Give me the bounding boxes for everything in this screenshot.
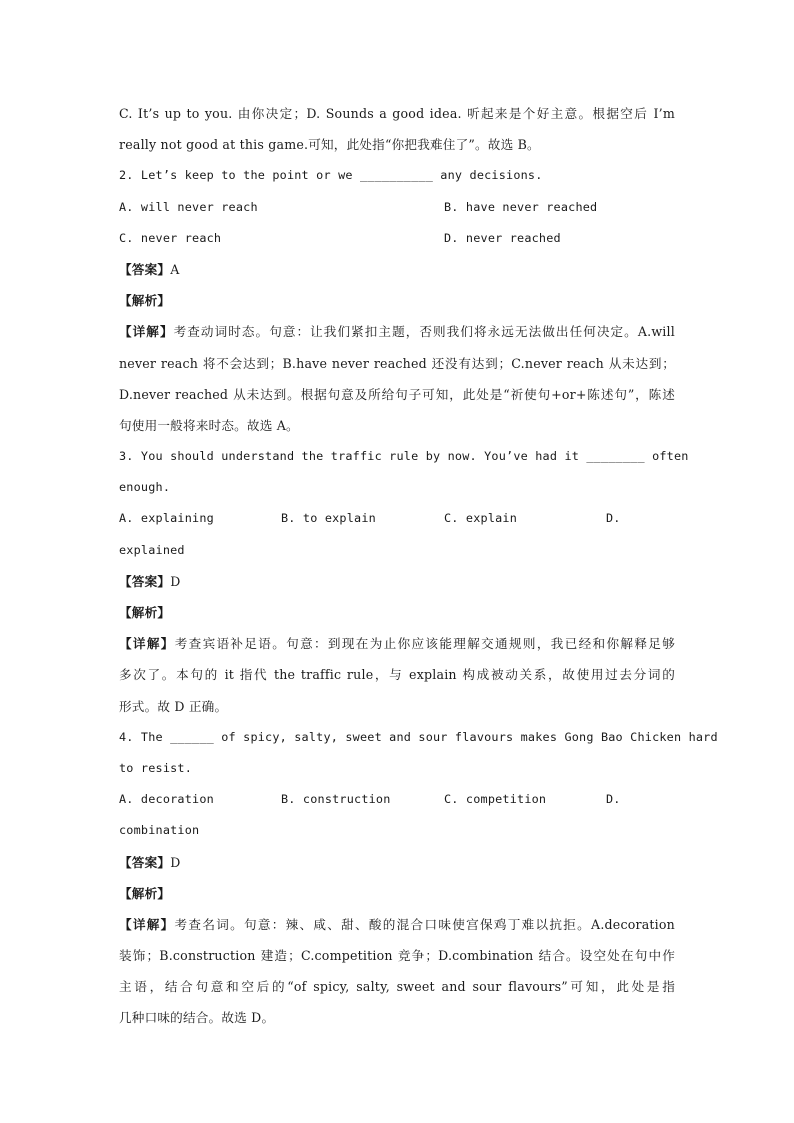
analysis-tag: 【解析】 xyxy=(119,885,171,901)
explanation-line xyxy=(119,316,675,347)
explanation-text: 考查动词时态。句意：让我们紧扣主题，否则我们将永远无法做出任何决定。A.will xyxy=(173,324,675,340)
text-line: explained xyxy=(119,542,185,557)
explanation-text: 考查名词。句意：辣、咸、甜、酸的混合口味使宫保鸡丁难以抗拒。A.decoration xyxy=(174,916,675,932)
option-b: B. construction xyxy=(281,792,391,807)
text-line: D.never reached 从未达到。根据句意及所给句子可知，此处是“祈使句+or+陈述句”，陈述 xyxy=(119,386,675,402)
option-b: B. have never reached xyxy=(444,199,598,214)
question-4: 4. The ______ of spicy, salty, sweet and sour flavours makes Gong Bao Chicken hard xyxy=(119,729,718,744)
text-line: C. It’s up to you. 由你决定；D. Sounds a good idea. 听起来是个好主意。根据空后 I’m xyxy=(119,106,675,121)
analysis-tag: 【解析】 xyxy=(119,605,171,620)
text-line: to resist. xyxy=(119,760,193,775)
option-c: C. competition xyxy=(444,792,547,807)
text-line: 形式。故 D 正确。 xyxy=(119,698,228,714)
explanation-line xyxy=(119,628,675,659)
analysis-line xyxy=(119,597,675,628)
answer-line xyxy=(119,566,675,597)
option-a: A. will never reach xyxy=(119,199,258,214)
explanation-text: 考查宾语补足语。句意：到现在为止你应该能理解交通规则，我已经和你解释足够 xyxy=(174,636,675,652)
text-line: 装饰；B.construction 建造；C.competition 竞争；D.combination 结合。设空处在句中作 xyxy=(119,948,675,964)
option-d: D. xyxy=(606,792,621,807)
option-d: D. xyxy=(606,511,621,526)
answer-line xyxy=(119,847,675,878)
option-a: A. decoration xyxy=(119,792,214,807)
option-c: C. explain xyxy=(444,511,518,526)
detail-tag: 【详解】 xyxy=(119,916,175,932)
option-c: C. never reach xyxy=(119,230,222,245)
text-line: combination xyxy=(119,823,200,838)
question-3: 3. You should understand the traffic rule by now. You’ve had it ________ often xyxy=(119,449,689,464)
text-line: 几种口味的结合。故选 D。 xyxy=(119,1010,275,1026)
text-line: really not good at this game.可知，此处指“你把我难住了”。故选 B。 xyxy=(119,137,540,153)
detail-tag: 【详解】 xyxy=(119,324,174,340)
option-d: D. never reached xyxy=(444,230,561,245)
detail-tag: 【详解】 xyxy=(119,636,175,652)
analysis-line xyxy=(119,285,675,316)
analysis-tag: 【解析】 xyxy=(119,293,171,309)
answer-tag: 【答案】 xyxy=(119,573,171,589)
document-page xyxy=(119,98,718,1034)
text-line: 句使用一般将来时态。故选 A。 xyxy=(119,417,299,433)
answer-tag: 【答案】 xyxy=(119,854,171,870)
answer-tag: 【答案】 xyxy=(119,261,171,277)
text-line: 多次了。本句的 it 指代 the traffic rule，与 explain 构成被动关系，故使用过去分词的 xyxy=(119,667,675,683)
text-line: never reach 将不会达到；B.have never reached 还没有达到；C.never reach 从未达到； xyxy=(119,355,675,371)
options-row xyxy=(119,192,675,223)
options-row xyxy=(119,503,675,534)
answer-value: A xyxy=(170,261,180,277)
options-row xyxy=(119,784,675,815)
option-b: B. to explain xyxy=(281,511,376,526)
option-a: A. explaining xyxy=(119,511,214,526)
answer-value: D xyxy=(170,573,181,589)
options-row xyxy=(119,223,675,254)
answer-value: D xyxy=(170,854,181,870)
text-line: enough. xyxy=(119,480,171,495)
answer-line xyxy=(119,254,675,285)
explanation-line xyxy=(119,909,675,940)
analysis-line xyxy=(119,878,675,909)
question-2: 2. Let’s keep to the point or we __________ any decisions. xyxy=(119,168,543,183)
text-line: 主语，结合句意和空后的“of spicy, salty, sweet and sour flavours”可知，此处是指 xyxy=(119,979,675,995)
